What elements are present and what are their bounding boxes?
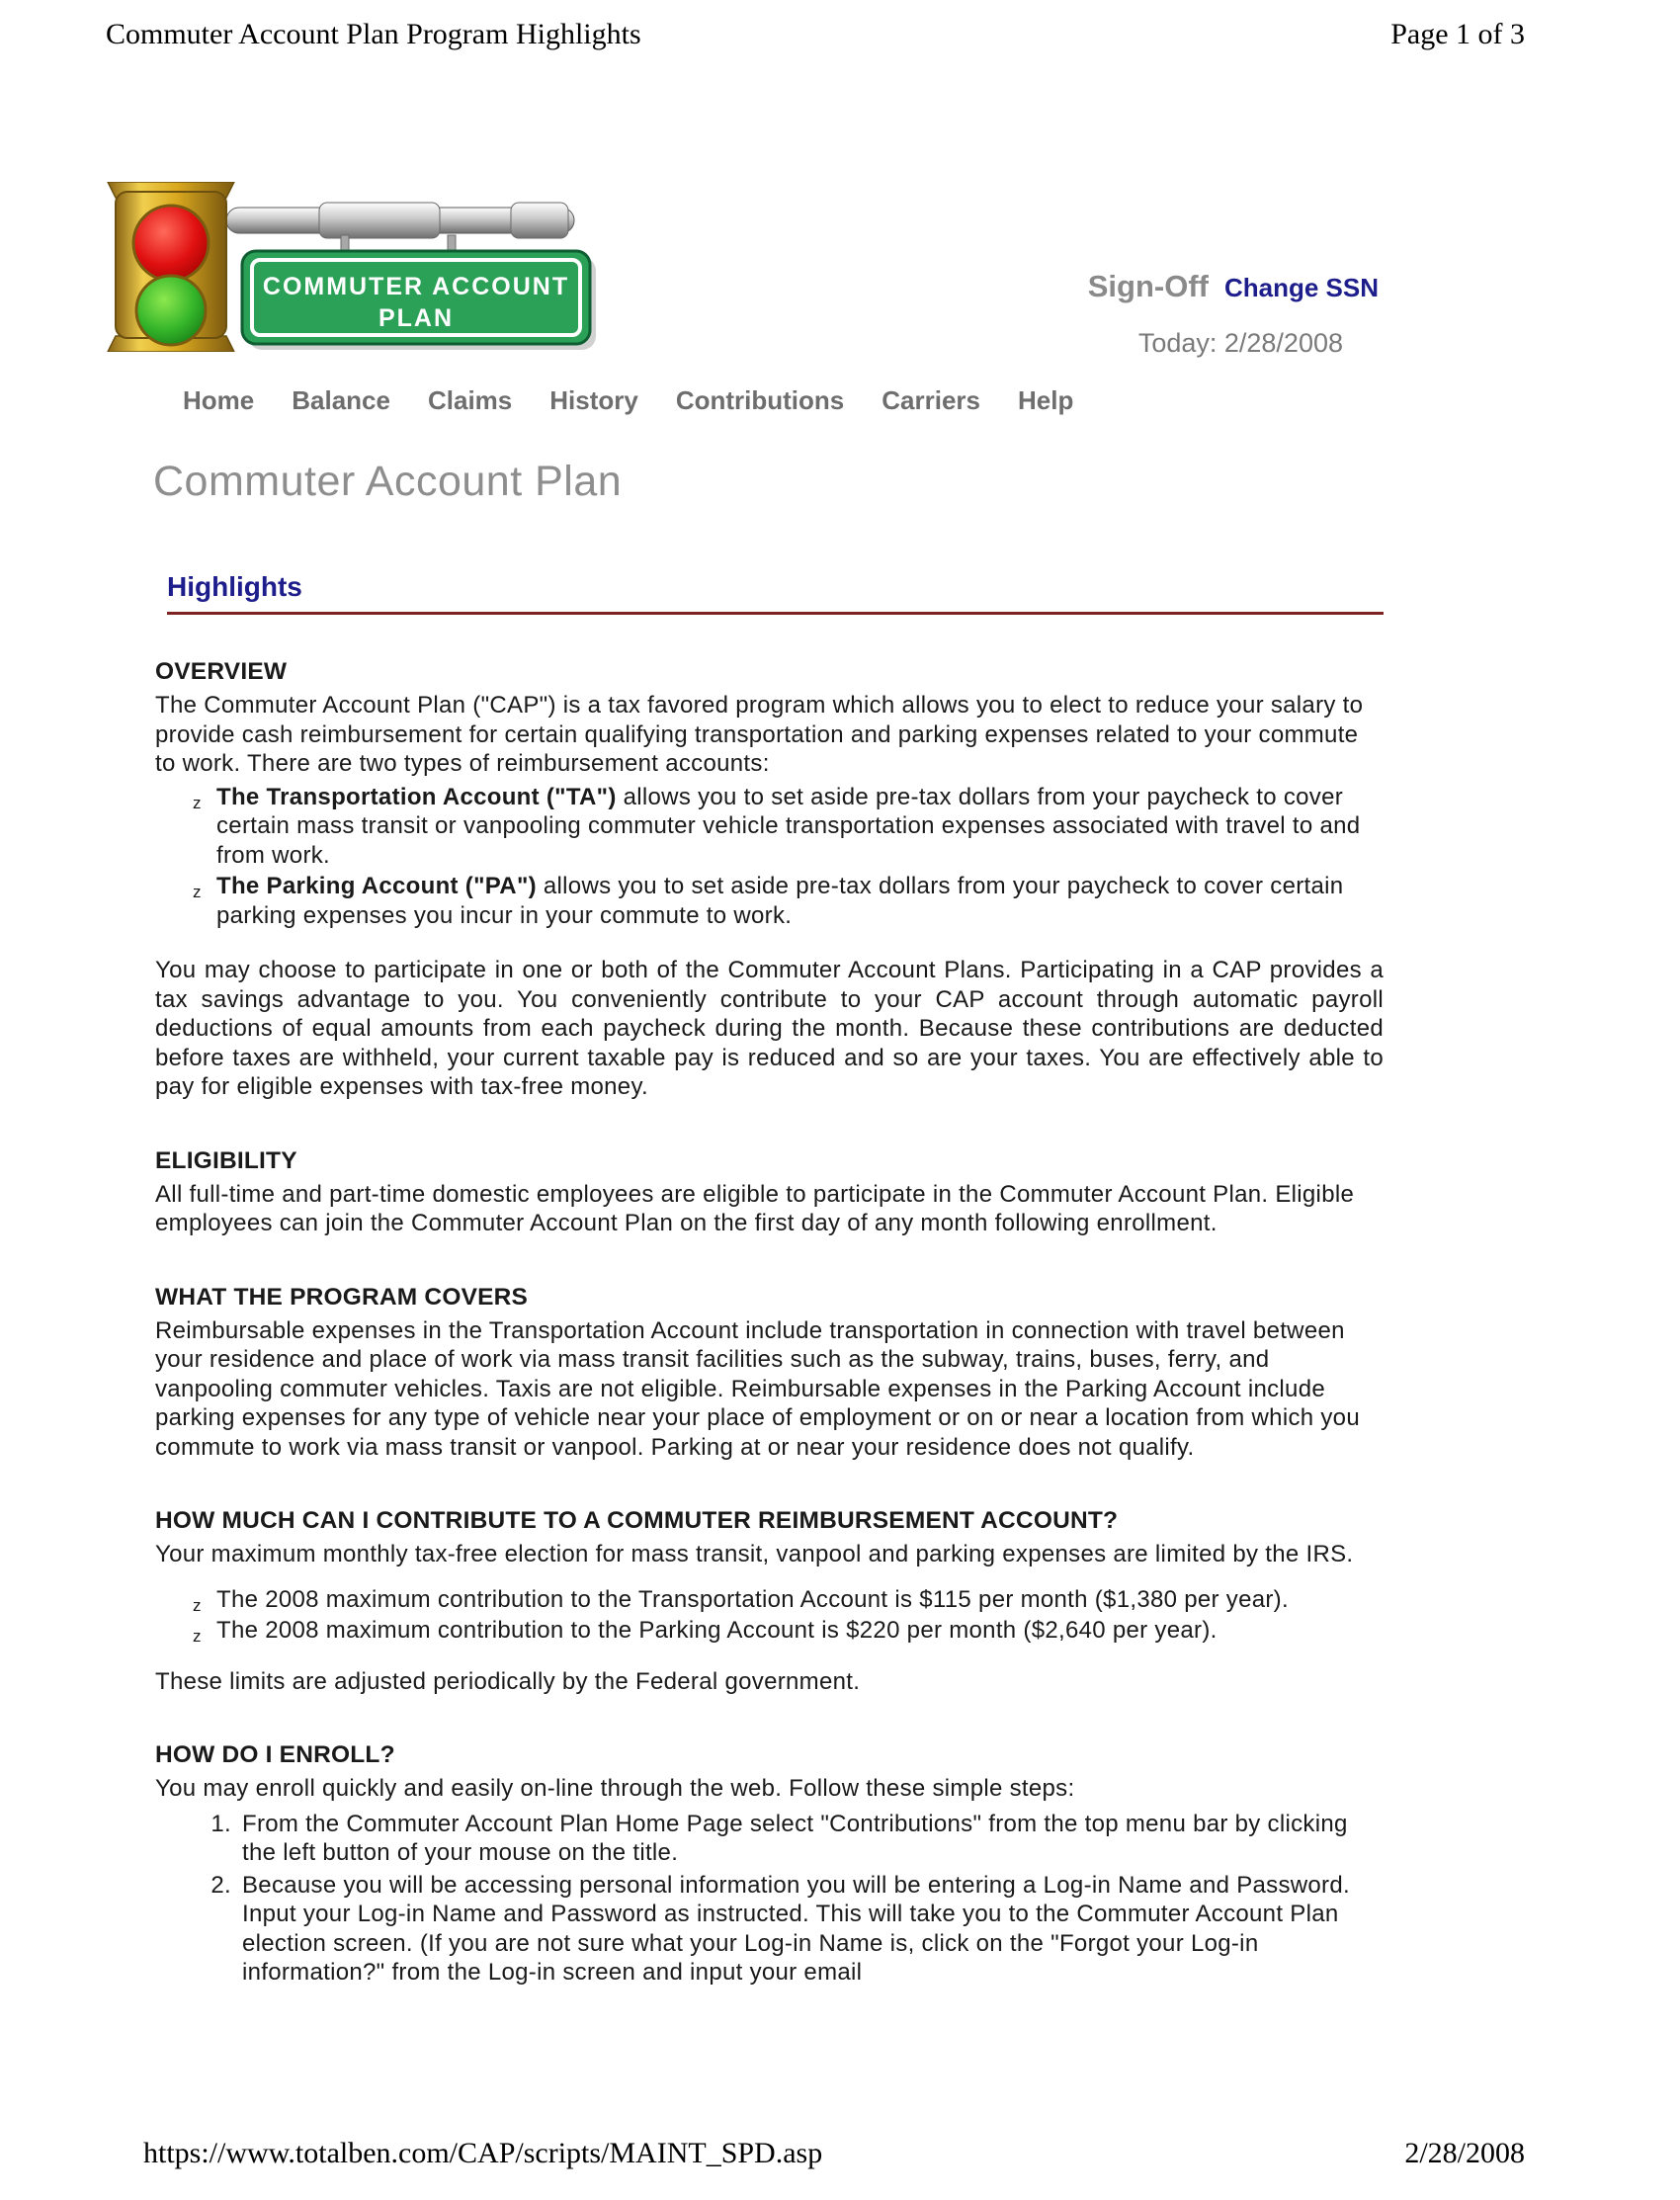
nav-item-contributions[interactable]: Contributions xyxy=(675,385,845,415)
bullet-text: allows you to set aside pre-tax dollars from your paycheck to cover certain parking expenses you incur in your commute to work. xyxy=(216,873,1344,929)
bullet-text: The 2008 maximum contribution to the Parking Account is $220 per month ($2,640 per year). xyxy=(216,1617,1218,1644)
green-light xyxy=(136,276,206,345)
sign-text-line2: PLAN xyxy=(378,304,455,332)
print-header xyxy=(0,0,1680,51)
overview-heading: OVERVIEW xyxy=(155,658,288,685)
contribute-closing: These limits are adjusted periodically by the Federal government. xyxy=(155,1667,861,1695)
green-sign xyxy=(242,251,596,350)
bullet-bold-lead: The Parking Account ("PA") xyxy=(216,873,537,899)
step-text: From the Commuter Account Plan Home Page select "Contributions" from the top menu bar by clicking the left button of your mouse on the title. xyxy=(242,1810,1348,1866)
print-footer-url: https://www.totalben.com/CAP/scripts/MAINT_SPD.asp xyxy=(143,2137,823,2169)
nav-item-home[interactable]: Home xyxy=(183,385,255,415)
contribute-bullet-list xyxy=(155,1585,1384,1646)
nav-item-claims[interactable]: Claims xyxy=(427,385,513,415)
z-bullet-icon: z xyxy=(193,883,202,901)
eligibility-body: All full-time and part-time domestic employees are eligible to participate in the Commuter Account Plan. Eligible employees can join the Commuter Account Plan on the first day of any month following enrollment. xyxy=(155,1180,1355,1236)
z-bullet-icon: z xyxy=(193,1627,202,1646)
nav-item-carriers[interactable]: Carriers xyxy=(882,385,980,415)
bullet-text: allows you to set aside pre-tax dollars from your paycheck to cover certain mass transit or vanpooling commuter vehicle transportation expenses associated with travel to and from work. xyxy=(216,783,1361,869)
overview-intro: The Commuter Account Plan ("CAP") is a tax favored program which allows you to elect to reduce your salary to provide cash reimbursement for certain qualifying transportation and parking expenses related to your commute to work. There are two types of reimbursement accounts: xyxy=(155,692,1364,777)
section-enroll xyxy=(155,1741,1384,1988)
change-ssn-link[interactable]: Change SSN xyxy=(1223,273,1379,302)
covers-heading: WHAT THE PROGRAM COVERS xyxy=(155,1283,529,1311)
highlights-heading: Highlights xyxy=(167,571,1384,615)
overview-bullet-list xyxy=(155,783,1384,931)
sign-text-line1: COMMUTER ACCOUNT xyxy=(262,273,570,300)
red-light xyxy=(133,206,209,281)
contribute-intro: Your maximum monthly tax-free election for mass transit, vanpool and parking expenses are limited by the IRS. xyxy=(155,1541,1354,1567)
section-overview xyxy=(155,658,1384,1102)
list-item xyxy=(155,1616,1384,1646)
list-item xyxy=(238,1810,1384,1868)
session-controls xyxy=(1088,269,1379,359)
eligibility-heading: ELIGIBILITY xyxy=(155,1146,297,1174)
contribute-heading: HOW MUCH CAN I CONTRIBUTE TO A COMMUTER REIMBURSEMENT ACCOUNT? xyxy=(155,1507,1119,1534)
print-header-page-number: Page 1 of 3 xyxy=(1390,18,1525,50)
z-bullet-icon: z xyxy=(193,1595,202,1615)
list-item xyxy=(155,1585,1384,1615)
page-title: Commuter Account Plan xyxy=(153,458,623,505)
section-contribute xyxy=(155,1507,1384,1696)
z-bullet-icon: z xyxy=(193,793,202,812)
bullet-bold-lead: The Transportation Account ("TA") xyxy=(216,783,617,810)
print-footer xyxy=(0,2137,1680,2170)
today-date-text: Today: 2/28/2008 xyxy=(1137,328,1343,358)
nav-item-balance[interactable]: Balance xyxy=(292,385,390,415)
traffic-light-icon xyxy=(108,182,234,352)
nav-item-help[interactable]: Help xyxy=(1017,385,1074,415)
brand-row xyxy=(0,182,1680,356)
step-text: Because you will be accessing personal information you will be entering a Log-in Name and Password. Input your Log-in Name and Password as instructed. This will take you to the Commuter Account Plan election screen. (If you are not sure what your Log-in Name is, click on the "Forgot your Log-in information?" from the Log-in screen and input your email xyxy=(242,1871,1350,1986)
enroll-steps-list xyxy=(155,1810,1384,1988)
commuter-account-plan-logo xyxy=(104,182,598,352)
overview-closing: You may choose to participate in one or both of the Commuter Account Plans. Participating in a CAP provides a tax savings advantage to you. You conveniently contribute to your CAP account through automatic payroll deductions of equal amounts from each paycheck during the month. Because these contributions are deducted before taxes are withheld, your current taxable pay is reduced and so are your taxes. You are effectively able to pay for eligible expenses with tax-free money. xyxy=(155,957,1384,1100)
list-item xyxy=(155,872,1384,930)
print-footer-date: 2/28/2008 xyxy=(1404,2137,1525,2169)
enroll-heading: HOW DO I ENROLL? xyxy=(155,1741,395,1768)
covers-body: Reimbursable expenses in the Transportation Account include transportation in connection with travel between your residence and place of work via mass transit facilities such as the subway, trains, buses, ferry, and vanpooling commuter vehicles. Taxis are not eligible. Reimbursable expenses in the Parking Account include parking expenses for any type of vehicle near your place of employment or on or near a location from which you commute to work via mass transit or vanpool. Parking at or near your residence does not qualify. xyxy=(155,1316,1360,1461)
print-header-title: Commuter Account Plan Program Highlights xyxy=(106,18,641,50)
list-item xyxy=(238,1871,1384,1988)
list-item xyxy=(155,783,1384,871)
section-eligibility xyxy=(155,1147,1384,1238)
nav-item-history[interactable]: History xyxy=(549,385,638,415)
sign-off-link[interactable]: Sign-Off xyxy=(1087,269,1209,303)
signpost-pole-graphic xyxy=(226,203,574,255)
section-covers xyxy=(155,1284,1384,1463)
main-nav xyxy=(0,385,1680,415)
bullet-text: The 2008 maximum contribution to the Transportation Account is $115 per month ($1,380 per year). xyxy=(216,1585,1289,1613)
enroll-intro: You may enroll quickly and easily on-line through the web. Follow these simple steps: xyxy=(155,1775,1075,1802)
highlights-document xyxy=(155,571,1384,1988)
